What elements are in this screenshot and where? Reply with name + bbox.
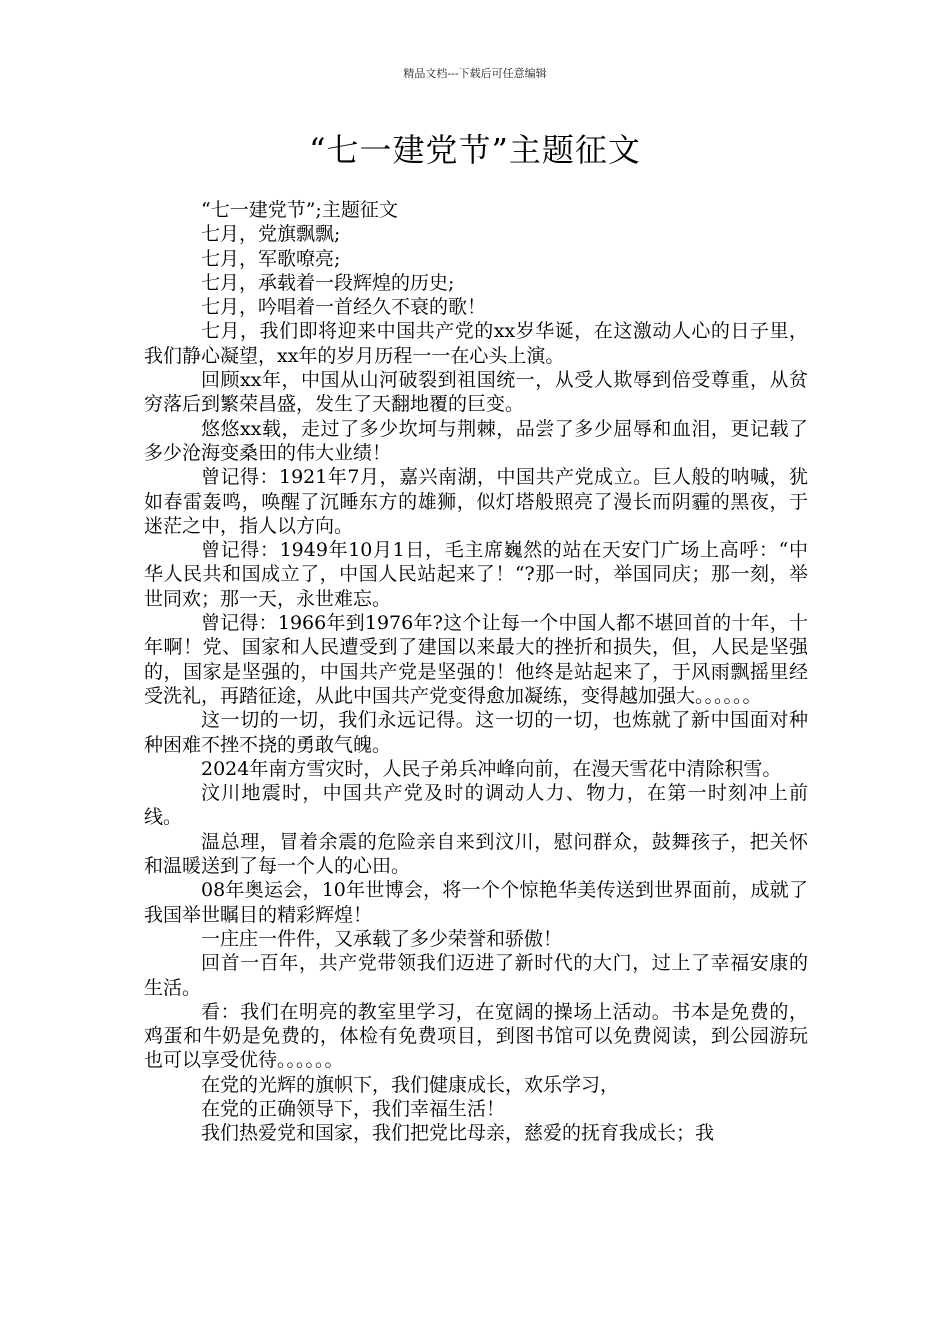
body-paragraph: 我们热爱党和国家，我们把党比母亲，慈爱的抚育我成长；我 <box>201 1122 715 1145</box>
body-paragraph: 回首一百年，共产党带领我们迈进了新时代的大门，过上了幸福安康的生活。 <box>144 952 808 999</box>
body-paragraph: “七一建党节”;主题征文 <box>201 199 398 221</box>
body-paragraph: 七月，我们即将迎来中国共产党的xx岁华诞，在这激动人心的日子里，我们静心凝望，xx年的岁月历程一一在心头上演。 <box>144 320 808 367</box>
body-paragraph: 曾记得：1949年10月1日，毛主席巍然的站在天安门广场上高呼：“中华人民共和国成立了，中国人民站起来了！“?那一时，举国同庆；那一刻，举世同欢；那一天，永世难忘。 <box>144 539 808 610</box>
body-paragraph: 这一切的一切，我们永远记得。这一切的一切，也炼就了新中国面对种种困难不挫不挠的勇敢气魄。 <box>144 709 808 756</box>
body-paragraph: 汶川地震时，中国共产党及时的调动人力、物力，在第一时刻冲上前线。 <box>144 782 808 829</box>
body-paragraph: 2024年南方雪灾时，人民子弟兵冲峰向前，在漫天雪花中清除积雪。 <box>201 757 782 780</box>
body-paragraph: 在党的光辉的旗帜下，我们健康成长，欢乐学习， <box>201 1073 620 1096</box>
page-title: “七一建党节”主题征文 <box>309 131 641 169</box>
body-paragraph: 看：我们在明亮的教室里学习，在宽阔的操场上活动。书本是免费的，鸡蛋和牛奶是免费的，体检有免费项目，到图书馆可以免费阅读，到公园游玩也可以享受优待。。。。。。 <box>144 1000 808 1072</box>
body-paragraph: 曾记得：1966年到1976年?这个让每一个中国人都不堪回首的十年，十年啊！党、国家和人民遭受到了建国以来最大的挫折和损失，但，人民是坚强的，国家是坚强的，中国共产党是坚强的！他终是站起来了，于风雨飘摇里经受洗礼，再踏征途，从此中国共产党变得愈加凝练，变得越加强大。。。。。。 <box>144 612 808 707</box>
body-paragraph: 在党的正确领导下，我们幸福生活！ <box>201 1097 506 1120</box>
body-paragraph: 七月，承载着一段辉煌的历史; <box>201 271 455 294</box>
body-paragraph: 回顾xx年，中国从山河破裂到祖国统一，从受人欺辱到倍受尊重，从贫穷落后到繁荣昌盛，发生了天翻地覆的巨变。 <box>144 369 808 416</box>
body-paragraph: 一庄庄一件件，又承载了多少荣誉和骄傲！ <box>201 927 563 950</box>
body-paragraph: 悠悠xx载，走过了多少坎坷与荆棘，品尝了多少屈辱和血泪，更记载了多少沧海变桑田的伟大业绩！ <box>144 417 808 464</box>
body-paragraph: 温总理，冒着余震的危险亲自来到汶川，慰问群众，鼓舞孩子，把关怀和温暖送到了每一个人的心田。 <box>144 830 808 878</box>
body-paragraph: 七月，党旗飘飘; <box>201 223 341 246</box>
body-paragraph: 08年奥运会，10年世博会，将一个个惊艳华美传送到世界面前，成就了我国举世瞩目的精彩辉煌！ <box>144 879 808 926</box>
body-paragraph: 七月，军歌嘹亮; <box>201 247 341 270</box>
body-paragraph: 曾记得：1921年7月，嘉兴南湖，中国共产党成立。巨人般的呐喊，犹如春雷轰鸣，唤醒了沉睡东方的雄狮，似灯塔般照亮了漫长而阴霾的黑夜，于迷茫之中，指人以方向。 <box>144 466 808 537</box>
body-paragraph: 七月，吟唱着一首经久不衰的歌！ <box>201 296 487 319</box>
header-note: 精品文档---下载后可任意编辑 <box>403 67 547 80</box>
document-body <box>144 198 808 1146</box>
